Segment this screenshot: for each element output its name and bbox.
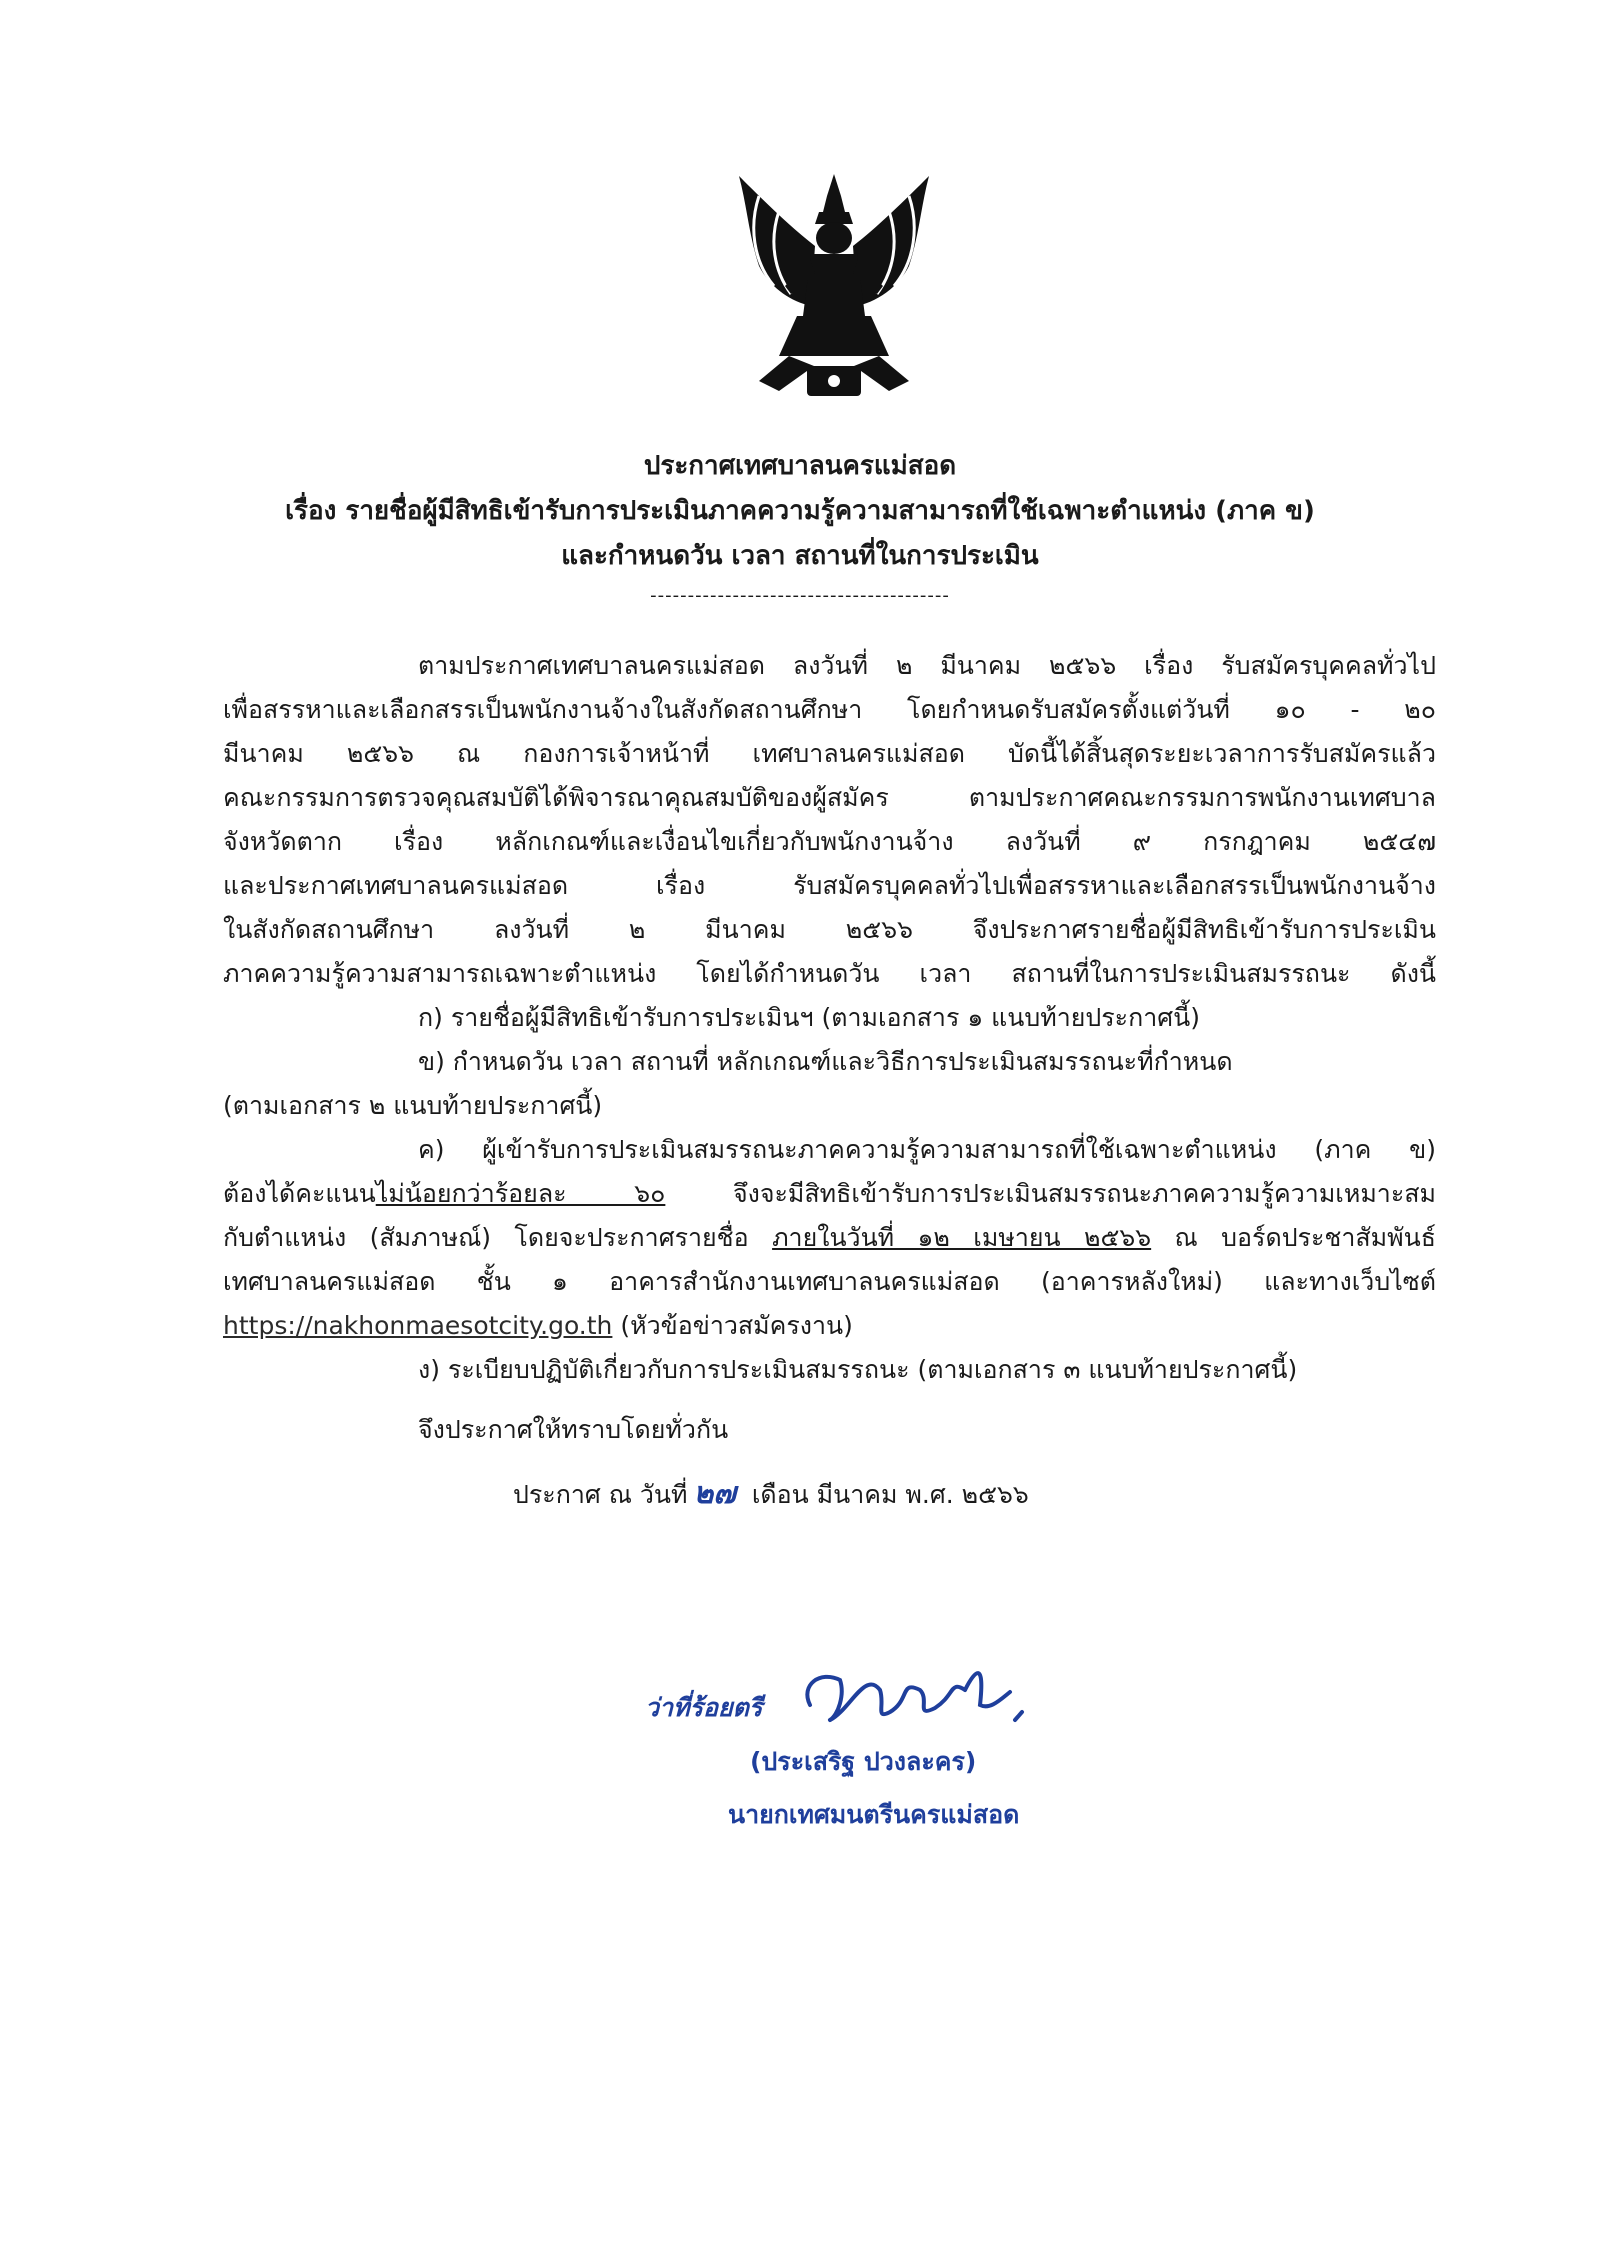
item-c-text: ณ บอร์ดประชาสัมพันธ์ xyxy=(1151,1223,1436,1252)
announcement-subject: เรื่อง รายชื่อผู้มีสิทธิเข้ารับการประเมินภาคความรู้ความสามารถที่ใช้เฉพาะตำแหน่ง (ภาค ข) xyxy=(285,496,1315,526)
handwritten-day: ๒๗ xyxy=(693,1476,736,1511)
title-divider: ---------------------------------------- xyxy=(650,585,950,606)
item-c-line-4: เทศบาลนครแม่สอด ชั้น ๑ อาคารสำนักงานเทศบาลนครแม่สอด (อาคารหลังใหม่) และทางเว็บไซต์ xyxy=(223,1267,1436,1296)
paragraph-line: จังหวัดตาก เรื่อง หลักเกณฑ์และเงื่อนไขเกี่ยวกับพนักงานจ้าง ลงวันที่ ๙ กรกฎาคม ๒๕๔๗ xyxy=(223,827,1436,856)
date-prefix: ประกาศ ณ วันที่ xyxy=(513,1480,688,1509)
item-a: ก) รายชื่อผู้มีสิทธิเข้ารับการประเมินฯ (ตามเอกสาร ๑ แนบท้ายประกาศนี้) xyxy=(418,1003,1200,1032)
announcement-title: ประกาศเทศบาลนครแม่สอด xyxy=(643,451,957,481)
item-c-text: จึงจะมีสิทธิเข้ารับการประเมินสมรรถนะภาคความรู้ความเหมาะสม xyxy=(665,1179,1437,1208)
item-b: ข) กำหนดวัน เวลา สถานที่ หลักเกณฑ์และวิธีการประเมินสมรรถนะที่กำหนด xyxy=(418,1047,1233,1076)
signatory-position: นายกเทศมนตรีนครแม่สอด xyxy=(728,1800,1020,1829)
garuda-emblem-icon xyxy=(719,166,949,404)
date-month-year: เดือน มีนาคม พ.ศ. ๒๕๖๖ xyxy=(751,1480,1029,1509)
paragraph-line: คณะกรรมการตรวจคุณสมบัติได้พิจารณาคุณสมบัติของผู้สมัคร ตามประกาศคณะกรรมการพนักงานเทศบาล xyxy=(223,783,1436,812)
item-c: ค) ผู้เข้ารับการประเมินสมรรถนะภาคความรู้ความสามารถที่ใช้เฉพาะตำแหน่ง (ภาค ข) xyxy=(418,1135,1436,1164)
paragraph-line: มีนาคม ๒๕๖๖ ณ กองการเจ้าหน้าที่ เทศบาลนครแม่สอด บัดนี้ได้สิ้นสุดระยะเวลาการรับสมัครแล้ว xyxy=(223,739,1436,768)
minimum-score-text: ไม่น้อยกว่าร้อยละ ๖๐ xyxy=(375,1179,666,1208)
announcement-subject-continued: และกำหนดวัน เวลา สถานที่ในการประเมิน xyxy=(561,541,1039,571)
item-c-text: (หัวข้อข่าวสมัครงาน) xyxy=(612,1311,853,1340)
paragraph-line: ภาคความรู้ความสามารถเฉพาะตำแหน่ง โดยได้กำหนดวัน เวลา สถานที่ในการประเมินสมรรถนะ ดังนี้ xyxy=(223,959,1436,988)
item-c-line-3 xyxy=(223,1222,1436,1254)
item-c-text: กับตำแหน่ง (สัมภาษณ์) โดยจะประกาศรายชื่อ xyxy=(223,1223,773,1252)
website-link[interactable]: https://nakhonmaesotcity.go.th xyxy=(223,1311,613,1340)
item-d: ง) ระเบียบปฏิบัติเกี่ยวกับการประเมินสมรรถนะ (ตามเอกสาร ๓ แนบท้ายประกาศนี้) xyxy=(418,1355,1298,1384)
paragraph-line: เพื่อสรรหาและเลือกสรรเป็นพนักงานจ้างในสังกัดสถานศึกษา โดยกำหนดรับสมัครตั้งแต่วันที่ ๑๐ - ๒๐ xyxy=(223,695,1436,724)
item-b-continued: (ตามเอกสาร ๒ แนบท้ายประกาศนี้) xyxy=(223,1091,603,1120)
paragraph-line: และประกาศเทศบาลนครแม่สอด เรื่อง รับสมัครบุคคลทั่วไปเพื่อสรรหาและเลือกสรรเป็นพนักงานจ้าง xyxy=(223,871,1436,900)
announcement-date-text: ภายในวันที่ ๑๒ เมษายน ๒๕๖๖ xyxy=(772,1223,1152,1252)
paragraph-line: ในสังกัดสถานศึกษา ลงวันที่ ๒ มีนาคม ๒๕๖๖ จึงประกาศรายชื่อผู้มีสิทธิเข้ารับการประเมิน xyxy=(223,915,1436,944)
signatory-name: (ประเสริฐ ปวงละคร) xyxy=(750,1747,977,1776)
item-c-text: ต้องได้คะแนน xyxy=(223,1179,376,1208)
paragraph-line: ตามประกาศเทศบาลนครแม่สอด ลงวันที่ ๒ มีนาคม ๒๕๖๖ เรื่อง รับสมัครบุคคลทั่วไป xyxy=(418,651,1436,680)
handwritten-signature xyxy=(790,1650,1030,1745)
date-line xyxy=(513,1478,1029,1511)
item-c-line-2 xyxy=(223,1178,1436,1210)
signatory-rank: ว่าที่ร้อยตรี xyxy=(645,1693,763,1722)
closing-text: จึงประกาศให้ทราบโดยทั่วกัน xyxy=(418,1415,729,1444)
item-c-line-5 xyxy=(223,1310,853,1342)
